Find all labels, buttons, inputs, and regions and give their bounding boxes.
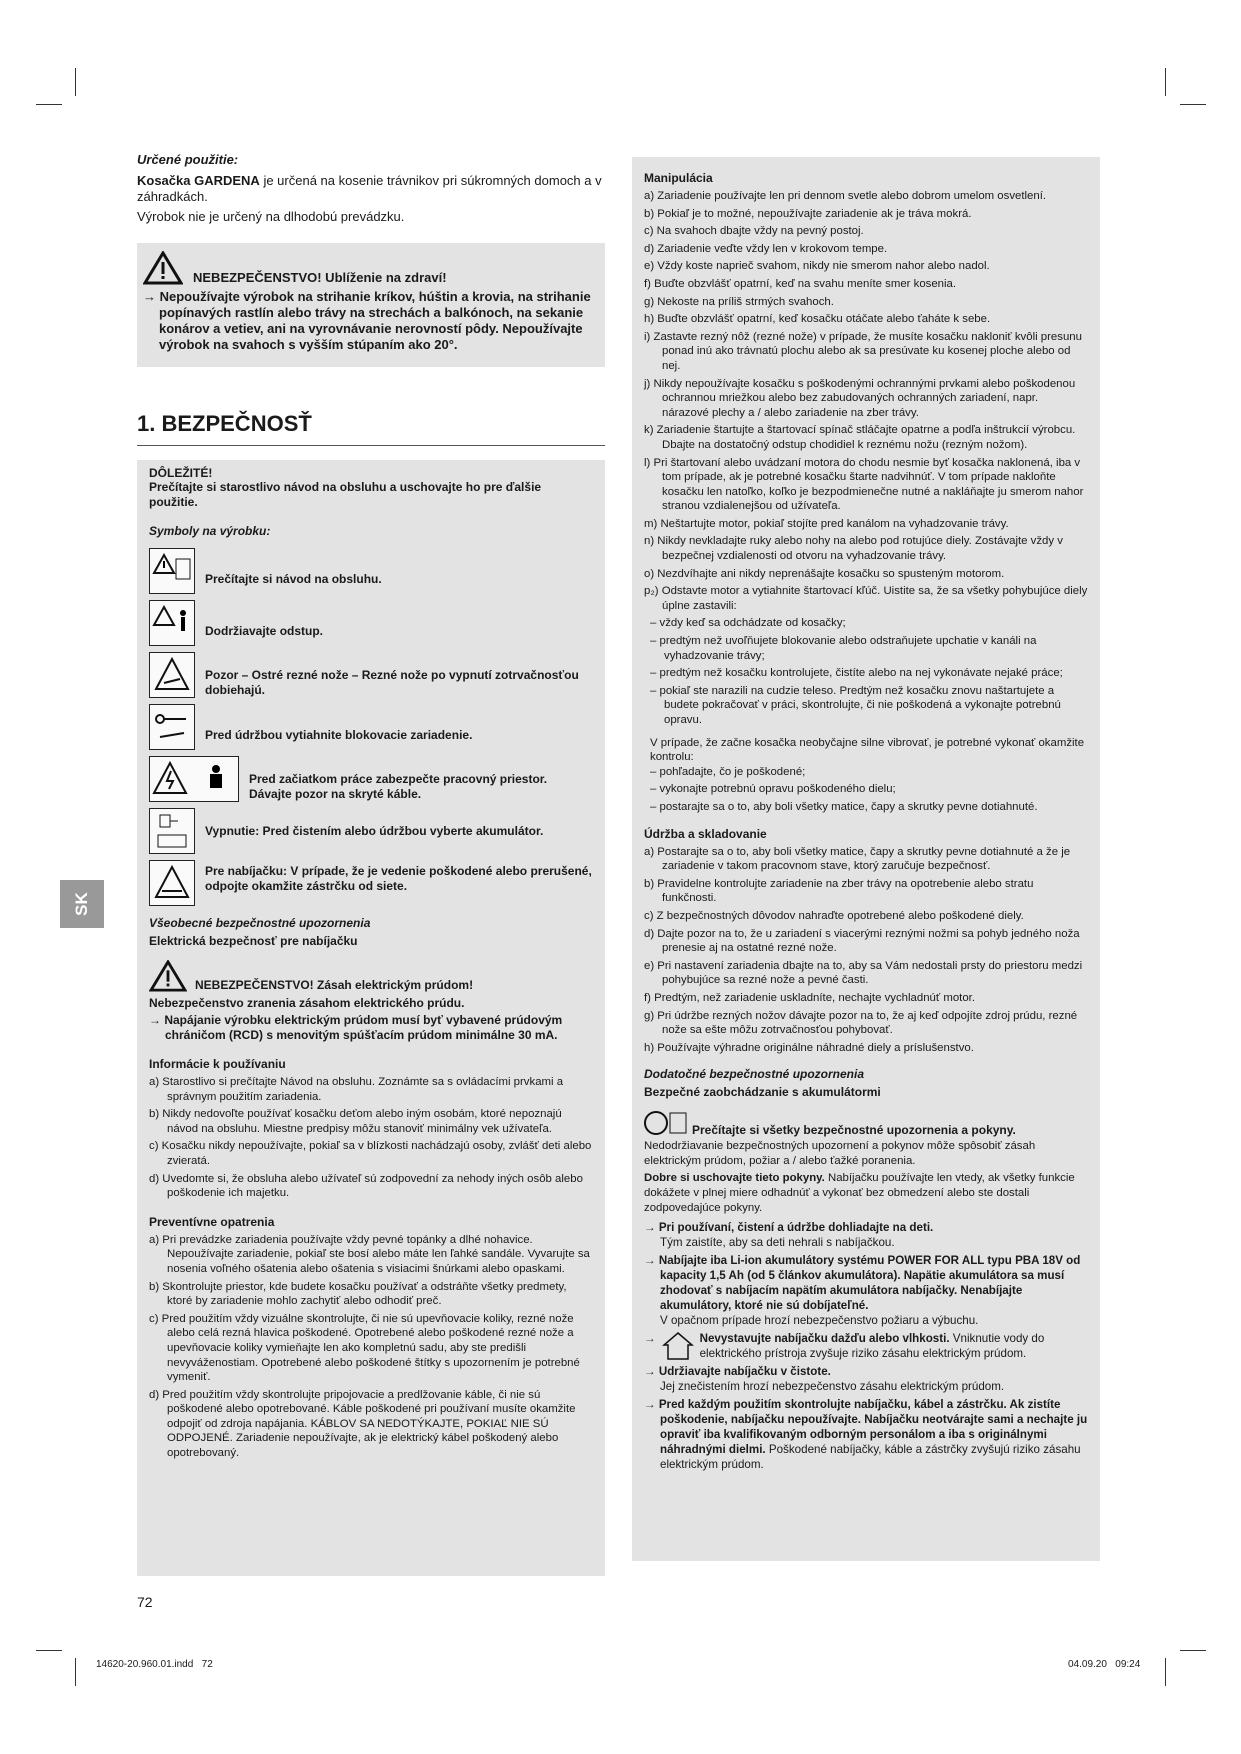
- handling-heading: Manipulácia: [644, 171, 713, 185]
- right-column: [632, 157, 1100, 1561]
- important-label: DÔLEŽITÉ!: [149, 466, 213, 480]
- footer-date: 04.09.20 09:24: [1068, 1659, 1141, 1670]
- list-item: b) Nikdy nedovoľte používať kosačku deťom alebo iným osobám, ktoré nepoznajú návod na obsluhu. Miestne predpisy môžu stanoviť minimálny vek užívateľa.: [149, 1108, 562, 1135]
- list-item: a) Zariadenie používajte len pri dennom svetle alebo dobrom umelom osvetlení.: [644, 190, 1047, 202]
- list-item: g) Pri údržbe rezných nožov dávajte pozor na to, že aj keď odpojíte zdroj prúdu, rezné nože sa ešte môžu zotrvačnosťou pohybovať.: [644, 1009, 1078, 1037]
- electrical-heading: Elektrická bezpečnosť pre nabíjačku: [149, 934, 358, 948]
- crop-mark: [75, 68, 76, 96]
- list-item: c) Kosačku nikdy nepoužívajte, pokiaľ sa v blízkosti nachádzajú osoby, zvlášť deti alebo zvieratá.: [149, 1140, 592, 1167]
- list-item: k) Zariadenie štartujte a štartovací spínač stláčajte opatrne a podľa inštrukcií výrobcu. Dbajte na dostatočný odstup chodidiel k reznému nožu (rezným nožom).: [644, 424, 1076, 451]
- info-heading: Informácie k používaniu: [149, 1057, 286, 1071]
- list-item: e) Pri nastavení zariadenia dbajte na to, aby sa Vám nedostali prsty do priestoru medzi pohybujúce sa rezné nože a pevné časti.: [644, 959, 1083, 987]
- symbol-row: [149, 808, 593, 854]
- battery-heading: Bezpečné zaobchádzanie s akumulátormi: [644, 1085, 881, 1100]
- general-heading: Všeobecné bezpečnostné upozornenia: [149, 916, 371, 930]
- crop-mark: [1180, 104, 1206, 105]
- symbol-text: Pozor – Ostré rezné nože – Rezné nože po vypnutí zotrvačnosťou dobiehajú.: [205, 668, 579, 697]
- danger-text: → Nepoužívajte výrobok na strihanie kríkov, húštin a krovia, na strihanie popínavých rastlín alebo trávy na strechách a balkónoch, na sekanie konárov a vetiev, ani na vyrovnávanie nerovností pôdy. Nepoužívajte výrobok na svahoch s vyšším stúpaním ako 20°.: [143, 289, 591, 352]
- symbols-heading: Symboly na výrobku:: [149, 524, 271, 538]
- symbol-row: [149, 600, 593, 646]
- danger-text: → Napájanie výrobku elektrickým prúdom musí byť vybavené prúdovým chráničom (RCD) s menovitým spúšťacím prúdom minimálne 30 mA.: [149, 1013, 563, 1042]
- list-item: a) Pri prevádzke zariadenia používajte vždy pevné topánky a dlhé nohavice. Nepoužívajte zariadenie, pokiaľ ste bosí alebo máte len ľahké sandále. Vyvarujte sa nosenia voľného ošatenia alebo ošatenia s visiacimi šnúrkami alebo opaskami.: [149, 1233, 590, 1275]
- list-item: i) Zastavte rezný nôž (rezné nože) v prípade, že musíte kosačku nakloniť kvôli presunu ponad inú ako trávnatú plochu alebo ak sa presúvate ku kosenej ploche alebo od nej.: [644, 330, 1082, 372]
- language-tab: [60, 880, 104, 928]
- crop-mark: [36, 1650, 62, 1651]
- list-item: a) Starostlivo si prečítajte Návod na obsluhu. Zoznámte sa s ovládacími prvkami a správnym použitím zariadenia.: [149, 1076, 564, 1103]
- dash-item: – predtým než uvoľňujete blokovanie alebo odstraňujete upchatie v kanáli na vyhadzovanie trávy;: [650, 635, 1037, 662]
- footer-file: 14620-20.960.01.indd 72: [96, 1659, 213, 1670]
- list-item: h) Používajte výhradne originálne náhradné diely a príslušenstvo.: [644, 1041, 974, 1054]
- language-tab-label: SK: [72, 892, 91, 916]
- page-number: 72: [137, 1594, 153, 1610]
- dash-item: – vykonajte potrebnú opravu poškodeného dielu;: [650, 783, 896, 796]
- symbol-row: [149, 652, 593, 698]
- list-item: p₂) Odstavte motor a vytiahnite štartovací kľúč. Uistite sa, že sa všetky pohybujúce diely úplne zastavili:: [644, 585, 1088, 612]
- warning-triangle-icon: [149, 960, 187, 992]
- maintenance-heading: Údržba a skladovanie: [644, 826, 767, 841]
- remove-battery-icon: [149, 808, 195, 854]
- symbol-text: Pre nabíjačku: V prípade, že je vedenie poškodené alebo prerušené, odpojte okamžite zástrčku od siete.: [205, 864, 592, 893]
- house-rain-icon: [662, 1331, 694, 1361]
- symbol-text: Pred údržbou vytiahnite blokovacie zariadenie.: [205, 728, 473, 742]
- symbol-row: [149, 704, 593, 750]
- list-item: f) Buďte obzvlášť opatrní, keď na svahu meníte smer kosenia.: [644, 277, 957, 290]
- intended-use-heading: Určené použitie:: [137, 152, 239, 167]
- list-item: c) Pred použitím vždy vizuálne skontrolujte, či nie sú upevňovacie koliky, rezné nože alebo celá rezná hlavica poškodené. Opotrebené alebo poškodené rezné nože a upevňovacie koliky vymieňajte len ako kompletnú sadu, aby ste predišli nevyváženostiam. Opotrebené alebo poškodené štítky s upozornením je potrebné vymeniť.: [149, 1312, 580, 1384]
- battery-item: → Pri používaní, čistení a údržbe dohliadajte na deti. Tým zaistíte, aby sa deti nehrali s nabíjačkou.: [644, 1221, 934, 1250]
- battery-item: → Nevystavujte nabíjačku dažďu alebo vlhkosti. Vniknutie vody do elektrického prístroja zvyšuje riziko zásahu elektrickým prúdom.: [644, 1332, 1045, 1361]
- list-item: o) Nezdvíhajte ani nikdy neprenášajte kosačku so spusteným motorom.: [644, 567, 1005, 580]
- crop-mark: [1165, 1658, 1166, 1686]
- safety-box: [137, 460, 605, 1576]
- read-manual-icon: [149, 548, 195, 594]
- battery-p1: Nedodržiavanie bezpečnostných upozornení a pokynov môže spôsobiť zásah elektrickým prúdom, požiar a / alebo ťažké poranenia.: [644, 1140, 1036, 1167]
- important-text: Prečítajte si starostlivo návod na obsluhu a uschovajte ho pre ďalšie použitie.: [149, 480, 542, 509]
- list-item: g) Nekoste na príliš strmých svahoch.: [644, 295, 834, 308]
- sharp-blades-icon: [149, 652, 195, 698]
- list-item: c) Na svahoch dbajte vždy na pevný postoj.: [644, 225, 864, 238]
- crop-mark: [75, 1658, 76, 1686]
- hidden-cables-icon: [149, 756, 239, 802]
- list-item: m) Neštartujte motor, pokiaľ stojíte pred kanálom na vyhadzovanie trávy.: [644, 517, 1009, 530]
- battery-item: → Nabíjajte iba Li-ion akumulátory systému POWER FOR ALL typu PBA 18V od kapacity 1,5 Ah (od 5 článkov akumulátora). Napätie akumulátora sa musí zhodovať s nabíjacím napätím akumulátora nabíjačky. Nenabíjajte akumulátory, ktoré nie sú dobíjateľné. V opačnom prípade hrozí nebezpečenstvo požiaru a výbuchu.: [644, 1254, 1081, 1328]
- crop-mark: [1180, 1650, 1206, 1651]
- remove-key-icon: [149, 704, 195, 750]
- dash-item: – pokiaľ ste narazili na cudzie teleso. Predtým než kosačku znovu naštartujete a budete pokračovať v práci, skontrolujte, či nie poškodená a vykonajte potrebnú opravu.: [650, 684, 1061, 726]
- warning-triangle-icon: [143, 251, 183, 285]
- intended-use-note: Výrobok nie je určený na dlhodobú prevádzku.: [137, 209, 405, 224]
- battery-p2: Dobre si uschovajte tieto pokyny. Nabíjačku používajte len vtedy, ak všetky funkcie dokážete v plnej miere odhadnúť a vykonať bez obmedzení alebo ste dostali zodpovedajúce pokyny.: [644, 1172, 1075, 1214]
- list-item: a) Postarajte sa o to, aby boli všetky matice, čapy a skrutky pevne dotiahnuté a že je zariadenie v takom pracovnom stave, ktorý zaručuje bezpečnosť.: [644, 845, 1071, 873]
- symbol-row: [149, 860, 593, 906]
- crop-mark: [36, 104, 62, 105]
- list-item: d) Dajte pozor na to, že u zariadení s viacerými reznými nožmi sa pohyb jedného noža prenesie aj na ostatné rezné nože.: [644, 927, 1080, 955]
- dash-item: – postarajte sa o to, aby boli všetky matice, čapy a skrutky pevne dotiahnuté.: [650, 800, 1038, 813]
- dash-item: – vždy keď sa odchádzate od kosačky;: [650, 617, 846, 630]
- list-item: e) Vždy koste naprieč svahom, nikdy nie smerom nahor alebo nadol.: [644, 260, 990, 273]
- vibration-text: V prípade, že začne kosačka neobyčajne silne vibrovať, je potrebné vykonať okamžite kontrolu:: [650, 736, 1085, 764]
- crop-mark: [1165, 68, 1166, 96]
- danger-title: NEBEZPEČENSTVO! Ublíženie na zdraví!: [193, 270, 447, 285]
- intended-use-text: Kosačka GARDENA je určená na kosenie trávnikov pri súkromných domoch a v záhradkách.: [137, 173, 602, 204]
- left-column: [137, 152, 605, 1576]
- list-item: d) Zariadenie veďte vždy len v krokovom tempe.: [644, 242, 888, 255]
- list-item: b) Skontrolujte priestor, kde budete kosačku používať a odstráňte všetky predmety, ktoré by zariadenie mohlo zachytiť alebo odhodiť preč.: [149, 1280, 567, 1308]
- battery-read: Prečítajte si všetky bezpečnostné upozornenia a pokyny.: [692, 1123, 1016, 1138]
- dash-item: – pohľadajte, čo je poškodené;: [650, 765, 806, 778]
- prevent-heading: Preventívne opatrenia: [149, 1214, 275, 1229]
- list-item: h) Buďte obzvlášť opatrní, keď kosačku otáčate alebo ťaháte k sebe.: [644, 313, 991, 326]
- symbol-row: [149, 548, 593, 594]
- list-item: l) Pri štartovaní alebo uvádzaní motora do chodu nesmie byť kosačka naklonená, iba v tom prípade, ak je potrebné kosačku štarte nadvihnúť. V tom prípade nakloňte kosačku len natoľko, koľko je bezpodmienečne nutné a nakláňajte ju smerom nahor stranou vzdialenejšou od užívateľa.: [644, 456, 1084, 513]
- list-item: n) Nikdy nevkladajte ruky alebo nohy na alebo pod rotujúce diely. Zostávajte vždy v bezpečnej vzdialenosti od otvoru na vyhadzovanie trávy.: [644, 535, 1063, 563]
- list-item: d) Pred použitím vždy skontrolujte pripojovacie a predlžovanie káble, či nie sú poškodené alebo opotrebované. Káble poškodené pri používaní musíte okamžite odpojiť od zdroja napájania. KÁBLOV SA NEDOTÝKAJTE, POKIAĽ NIE SÚ ODPOJENÉ. Zariadenie nepoužívajte, ak je elektrický kábel poškodený alebo opotrebovaný.: [149, 1388, 576, 1460]
- battery-item: → Udržiavajte nabíjačku v čistote. Jej znečistením hrozí nebezpečenstvo zásahu elektrickým prúdom.: [644, 1365, 1005, 1394]
- danger-box-injury: [137, 243, 605, 367]
- list-item: b) Pravidelne kontrolujte zariadenie na zber trávy na opotrebenie alebo stratu funkčnosti.: [644, 877, 1034, 905]
- charger-damaged-icon: [149, 860, 195, 906]
- dash-item: – predtým než kosačku kontrolujete, čistíte alebo na nej vykonávate nejaké práce;: [650, 667, 1063, 680]
- symbol-text: Dodržiavajte odstup.: [205, 624, 324, 638]
- additional-heading: Dodatočné bezpečnostné upozornenia: [644, 1067, 865, 1082]
- read-manual-icon: [644, 1109, 688, 1137]
- symbol-text: Prečítajte si návod na obsluhu.: [205, 572, 382, 586]
- symbol-text: Vypnutie: Pred čistením alebo údržbou vyberte akumulátor.: [205, 824, 544, 838]
- list-item: f) Predtým, než zariadenie uskladníte, nechajte vychladnúť motor.: [644, 991, 975, 1004]
- battery-item: → Pred každým použitím skontrolujte nabíjačku, kábel a zástrčku. Ak zistíte poškodenie, nabíjačku nepoužívajte. Nabíjačku neotvárajte sami a nechajte ju opraviť iba kvalifikovaným odborným personálom a iba s originálnymi náhradnými dielmi. Poškodené nabíjačky, káble a zástrčky zvyšujú riziko zásahu elektrickým prúdom.: [644, 1398, 1088, 1472]
- symbol-row: [149, 756, 593, 802]
- symbol-text: Pred začiatkom práce zabezpečte pracovný priestor. Dávajte pozor na skryté káble.: [249, 772, 548, 801]
- danger-title: NEBEZPEČENSTVO! Zásah elektrickým prúdom!: [195, 978, 474, 992]
- list-item: d) Uvedomte si, že obsluha alebo užívateľ sú zodpovední za nehody iných osôb alebo poškodenie ich majetku.: [149, 1172, 583, 1200]
- keep-distance-icon: [149, 600, 195, 646]
- list-item: b) Pokiaľ je to možné, nepoužívajte zariadenie ak je tráva mokrá.: [644, 207, 972, 220]
- danger-subtitle: Nebezpečenstvo zranenia zásahom elektrického prúdu.: [149, 996, 465, 1010]
- list-item: c) Z bezpečnostných dôvodov nahraďte opotrebené alebo poškodené diely.: [644, 909, 1024, 922]
- list-item: j) Nikdy nepoužívajte kosačku s poškodenými ochrannými prvkami alebo poškodenou ochrannou mriežkou alebo bez zabudovaných ochranných zariadení, napr. nárazové plechy a / alebo zariadenie na zber trávy.: [644, 377, 1076, 419]
- section-title: 1. BEZPEČNOSŤ: [137, 411, 605, 446]
